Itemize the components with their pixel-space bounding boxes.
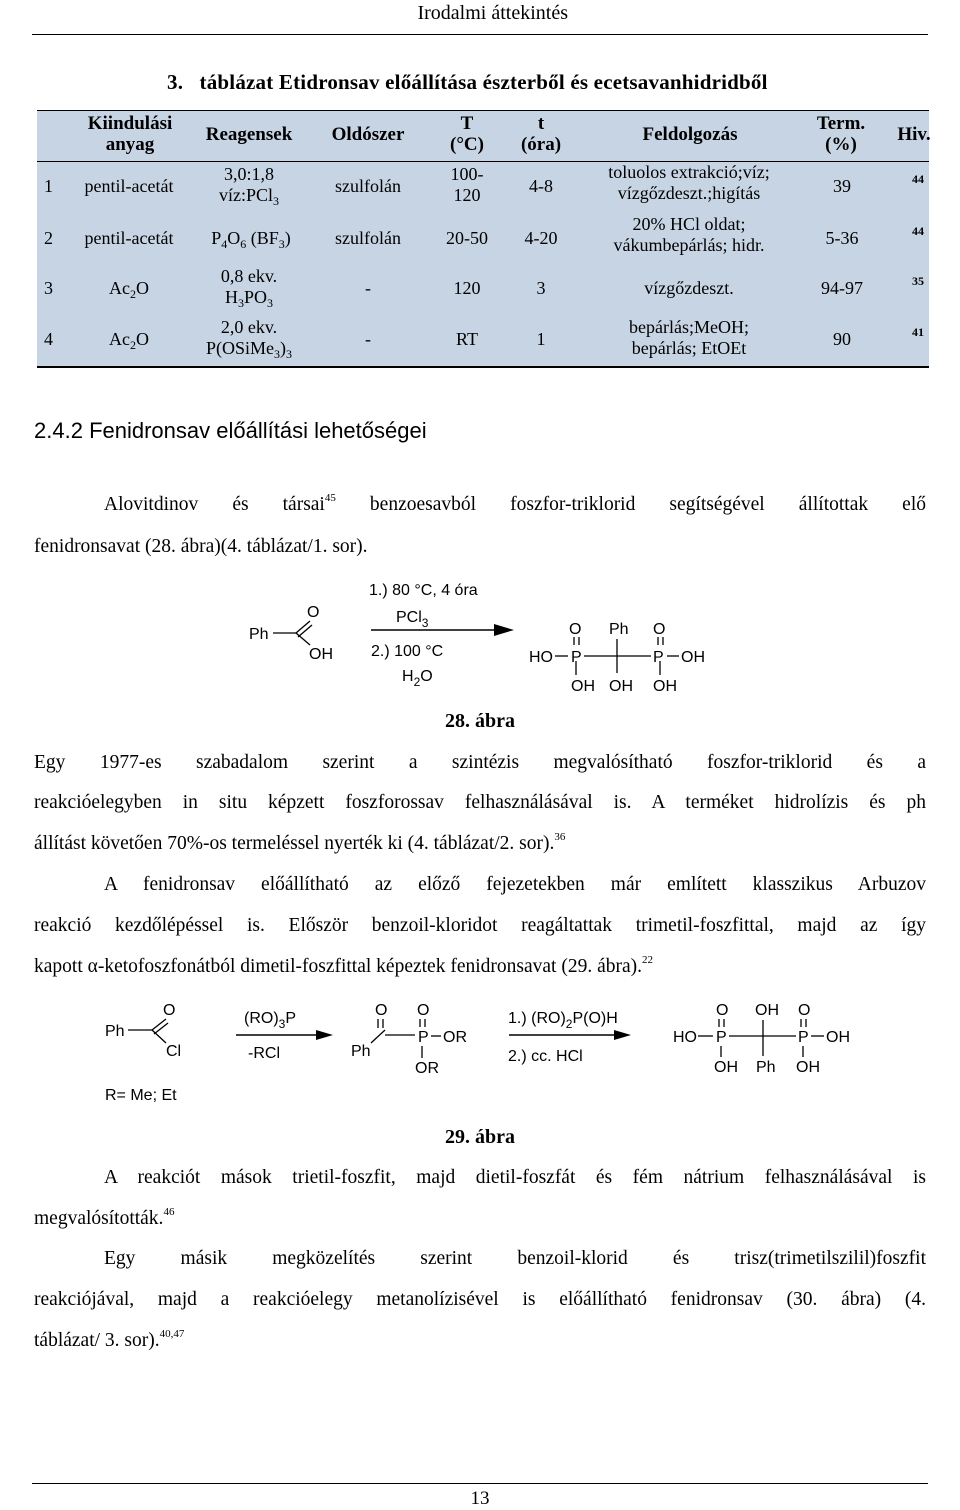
row3-reagent-2b: PO [243, 287, 268, 307]
figure-29-scheme [100, 995, 880, 1110]
fig29-product-oh-right: OH [826, 1029, 850, 1046]
fig28-bond-coh [296, 633, 310, 645]
col-header-temperature-line1: T [460, 113, 474, 134]
row4-time: 1 [536, 329, 546, 349]
row4-start [109, 329, 149, 352]
fig28-condition-1: 1.) 80 °C, 4 óra [369, 582, 478, 599]
row2-reagent-d: ) [284, 228, 291, 248]
fig28-arrow-head [494, 624, 514, 636]
row4-ref: 41 [912, 325, 924, 339]
row2-ref: 44 [912, 224, 924, 238]
fig28-product-o2: O [653, 621, 666, 638]
fig29-reactant-o: O [163, 1002, 176, 1019]
fig28-pcl: PCl [396, 609, 422, 626]
row3-reagents-line2 [221, 287, 277, 310]
row2-num: 2 [44, 228, 53, 248]
p2-citation: 36 [554, 831, 566, 843]
figure-28-scheme [240, 575, 720, 700]
fig29-product-p1: P [716, 1029, 727, 1046]
row4-num: 4 [44, 329, 53, 349]
paragraph-3-line-3 [34, 956, 926, 978]
row1-num: 1 [44, 176, 53, 196]
col-header-start-line2: anyag [105, 134, 155, 155]
col-header-start-line1: Kiindulási [87, 113, 173, 134]
fig29-reactant-ph: Ph [105, 1023, 125, 1040]
row3-start-a: Ac [109, 278, 130, 298]
fig28-h: H [402, 668, 414, 685]
fig29-reactant-cl: Cl [166, 1043, 182, 1060]
table-header-rule [37, 161, 929, 162]
fig29-intermediate-o2: O [417, 1002, 430, 1019]
row2-reagent-c-sub: 3 [278, 237, 285, 251]
fig28-condition-2 [396, 609, 429, 630]
row1-temperature-line2: 120 [453, 185, 481, 205]
row3-reagents [221, 266, 277, 310]
row3-time: 3 [536, 278, 546, 298]
table-caption [167, 70, 768, 95]
row4-temperature: RT [456, 329, 478, 349]
fig29-bond-ccl [152, 1030, 166, 1043]
col-header-start [88, 113, 173, 155]
row4-start-sub: 2 [130, 338, 136, 352]
row3-reagent-2a: H [224, 287, 238, 307]
row4-reagent-2a-sub: 3 [274, 347, 281, 361]
row1-solvent: szulfolán [335, 176, 401, 196]
fig29-r-note: R= Me; Et [105, 1087, 177, 1104]
row2-solvent: szulfolán [335, 228, 401, 248]
paragraph-4-line-2 [34, 1208, 926, 1230]
fig29-product-oh1: OH [714, 1059, 738, 1076]
p1-text-b: benzoesavból foszfor-triklorid segítségével állítottak elő [335, 494, 926, 515]
row1-reagents [219, 164, 279, 208]
fig29-ro3-sub: 3 [278, 1017, 286, 1031]
row4-workup-line2: bepárlás; EtOEt [631, 338, 747, 358]
row1-reagents-line2-text: víz:PCl [218, 185, 274, 205]
fig29-condition-minus: -RCl [248, 1045, 280, 1062]
page-number: 13 [470, 1488, 490, 1509]
row1-reagents-line1: 3,0:1,8 [223, 164, 275, 184]
paragraph-5-line-2: reakciójával, majd a reakcióelegy metanolízisével is előállítható fenidronsav (30. ábra) (4. [34, 1289, 926, 1310]
col-header-yield [817, 113, 865, 155]
row2-reagent-a-sub: 4 [221, 237, 228, 251]
row4-reagents [206, 317, 292, 361]
p4-citation: 46 [163, 1206, 175, 1218]
row4-reagents-line2 [206, 338, 292, 361]
fig28-condition-4 [402, 668, 433, 689]
row2-reagent-b: O [227, 228, 241, 248]
p1-text-a: Alovitdinov és társai [104, 494, 325, 515]
row2-reagent-b-sub: 6 [240, 237, 247, 251]
fig28-o: O [420, 668, 433, 685]
fig28-product-p1: P [571, 649, 582, 666]
row4-solvent: - [365, 329, 371, 349]
fig29-product-ho: HO [673, 1029, 697, 1046]
row3-workup: vízgőzdeszt. [644, 278, 734, 298]
section-heading [34, 418, 427, 444]
fig28-pcl-sub: 3 [421, 616, 429, 630]
row3-yield: 94-97 [821, 278, 863, 298]
row4-start-b: O [136, 329, 149, 349]
p3-text: kapott α-ketofoszfonátból dimetil-foszfittal képeztek fenidronsavat (29. ábra). [34, 956, 642, 977]
row1-time: 4-8 [529, 176, 553, 196]
fig28-reactant-o: O [307, 604, 320, 621]
paragraph-2-line-2: reakcióelegyben in situ képzett foszforossav felhasználásával is. A terméket hidrolízis és ph [34, 792, 926, 813]
fig28-product-o1: O [569, 621, 582, 638]
row3-ref: 35 [912, 274, 924, 288]
row1-start: pentil-acetát [84, 176, 174, 196]
col-header-solvent: Oldószer [331, 124, 405, 145]
section-number: 2.4.2 [34, 418, 83, 443]
row1-ref: 44 [912, 172, 924, 186]
running-header: Irodalmi áttekintés [417, 2, 568, 24]
fig29-p: P [285, 1010, 297, 1027]
row3-num: 3 [44, 278, 53, 298]
fig29-ro2-sub: 2 [565, 1017, 573, 1031]
fig29-product-p2: P [798, 1029, 809, 1046]
paragraph-1-line-1 [104, 494, 926, 516]
p3-citation: 22 [642, 954, 653, 966]
fig29-product-oh2: OH [796, 1059, 820, 1076]
row4-reagents-line1: 2,0 ekv. [220, 317, 278, 337]
row2-workup [614, 214, 765, 256]
fig29-arrow2-head [614, 1030, 631, 1040]
fig29-arrow1-head [316, 1030, 333, 1040]
col-header-time-line2: (óra) [520, 134, 562, 155]
fig28-reactant-ph: Ph [249, 626, 269, 643]
row1-temperature [451, 164, 484, 206]
row2-time: 4-20 [524, 228, 558, 248]
fig29-product-ph: Ph [756, 1059, 776, 1076]
row4-workup-line1: bepárlás;MeOH; [629, 317, 749, 337]
figure-29-caption: 29. ábra [445, 1126, 515, 1148]
row3-start [109, 278, 149, 301]
row1-reagents-line2 [219, 185, 279, 208]
row2-yield: 5-36 [825, 228, 859, 248]
figure-28-caption: 28. ábra [445, 710, 515, 732]
fig28-bond-co1 [296, 621, 310, 633]
fig29-product-oh-top: OH [755, 1002, 779, 1019]
row2-workup-line2: vákumbepárlás; hidr. [613, 235, 765, 255]
p1-citation: 45 [324, 492, 336, 504]
p5-text: táblázat/ 3. sor). [34, 1330, 160, 1351]
fig29-bond-co2 [154, 1023, 168, 1034]
paragraph-4-line-1: A reakciót mások trietil-foszfit, majd dietil-foszfát és fém nátrium felhasználásával is [104, 1167, 926, 1188]
fig28-bond-co2 [298, 625, 312, 637]
fig29-bond-co1 [152, 1019, 166, 1030]
paragraph-3-line-2: reakció kezdőlépéssel is. Először benzoil-kloridot reagáltattak trimetil-foszfittal, majd az így [34, 915, 926, 936]
col-header-time-line1: t [537, 113, 545, 134]
footer-rule [32, 1483, 928, 1484]
row1-workup-line2: vízgőzdeszt.;higítás [617, 183, 761, 203]
table-caption-text: táblázat Etidronsav előállítása észterből és ecetsavanhidridből [199, 70, 768, 94]
fig29-condition-1 [244, 1010, 296, 1031]
table-top-rule [37, 110, 929, 111]
fig29-intermediate-p: P [418, 1029, 429, 1046]
row2-start: pentil-acetát [84, 228, 174, 248]
fig29-product-o1: O [716, 1002, 729, 1019]
fig28-product-p2: P [653, 649, 664, 666]
fig28-product-oh1: OH [571, 678, 595, 695]
fig28-product-ph: Ph [609, 621, 629, 638]
fig29-poh: P(O)H [572, 1010, 618, 1027]
row1-workup [608, 162, 769, 204]
paragraph-5-line-1: Egy másik megközelítés szerint benzoil-klorid és trisz(trimetilszilil)foszfit [104, 1248, 926, 1269]
fig29-ro3: (RO) [244, 1010, 279, 1027]
row2-reagent-a: P [211, 228, 222, 248]
fig28-product-oh-right: OH [681, 649, 705, 666]
fig28-product-oh3: OH [653, 678, 677, 695]
col-header-yield-line2: (%) [825, 134, 857, 155]
col-header-ref: Hiv. [897, 124, 931, 145]
paragraph-5-line-3 [34, 1330, 926, 1352]
paragraph-2-line-1: Egy 1977-es szabadalom szerint a szintézis megvalósítható foszfor-triklorid és a [34, 752, 926, 773]
fig29-condition-2 [508, 1010, 618, 1031]
fig29-bond-ph-c-int [371, 1030, 385, 1043]
fig29-product-o2: O [798, 1002, 811, 1019]
row3-reagent-2a-sub: 3 [237, 296, 244, 310]
row3-reagent-2b-sub: 3 [267, 296, 274, 310]
fig29-condition-3: 2.) cc. HCl [508, 1048, 583, 1065]
fig29-intermediate-ph: Ph [351, 1043, 371, 1060]
fig28-reactant-oh: OH [309, 646, 333, 663]
col-header-temperature-line2: (°C) [450, 134, 484, 155]
fig28-product-oh2: OH [609, 678, 633, 695]
section-title: Fenidronsav előállítási lehetőségei [89, 418, 427, 443]
row4-yield: 90 [833, 329, 851, 349]
row4-workup [629, 317, 749, 359]
row4-reagent-2b: ) [280, 338, 287, 358]
paragraph-1-line-2: fenidronsavat (28. ábra)(4. táblázat/1. sor). [34, 536, 368, 557]
p4-text: megvalósították. [34, 1208, 164, 1229]
col-header-workup: Feldolgozás [642, 124, 738, 145]
row3-start-b: O [136, 278, 149, 298]
fig28-condition-3: 2.) 100 °C [371, 643, 444, 660]
row2-temperature: 20-50 [446, 228, 488, 248]
p2-text: állítást követően 70%-os termeléssel nyerték ki (4. táblázat/2. sor). [34, 833, 555, 854]
fig29-intermediate-o1: O [375, 1002, 388, 1019]
row4-start-a: Ac [109, 329, 130, 349]
fig28-h-sub: 2 [413, 675, 421, 689]
header-rule [32, 34, 928, 35]
fig29-ro2: 1.) (RO) [508, 1010, 566, 1027]
col-header-reagents: Reagensek [205, 124, 293, 145]
table-3 [37, 110, 929, 368]
col-header-yield-line1: Term. [816, 113, 866, 134]
fig28-product-ho: HO [529, 649, 553, 666]
row2-workup-line1: 20% HCl oldat; [632, 214, 746, 234]
row4-reagent-2a: P(OSiMe [205, 338, 275, 358]
table-caption-number: 3. [167, 70, 184, 94]
row3-temperature: 120 [453, 278, 481, 298]
row1-temperature-line1: 100- [450, 164, 484, 184]
p5-citation: 40,47 [159, 1328, 185, 1340]
col-header-time [521, 113, 561, 155]
col-header-temperature [450, 113, 484, 155]
fig29-intermediate-or2: OR [415, 1060, 439, 1077]
row2-reagents [211, 228, 291, 251]
row1-yield: 39 [833, 176, 851, 196]
row3-start-sub: 2 [130, 287, 136, 301]
paragraph-2-line-3 [34, 833, 926, 855]
row1-workup-line1: toluolos extrakció;víz; [608, 162, 770, 182]
row2-reagent-c: (BF [246, 228, 279, 248]
row3-reagents-line1: 0,8 ekv. [220, 266, 278, 286]
row1-reagents-line2-sub: 3 [273, 194, 280, 208]
fig29-intermediate-or1: OR [443, 1029, 467, 1046]
row4-reagent-2b-sub: 3 [286, 347, 293, 361]
paragraph-3-line-1: A fenidronsav előállítható az előző fejezetekben már említett klasszikus Arbuzov [104, 874, 926, 895]
row3-solvent: - [365, 278, 371, 298]
